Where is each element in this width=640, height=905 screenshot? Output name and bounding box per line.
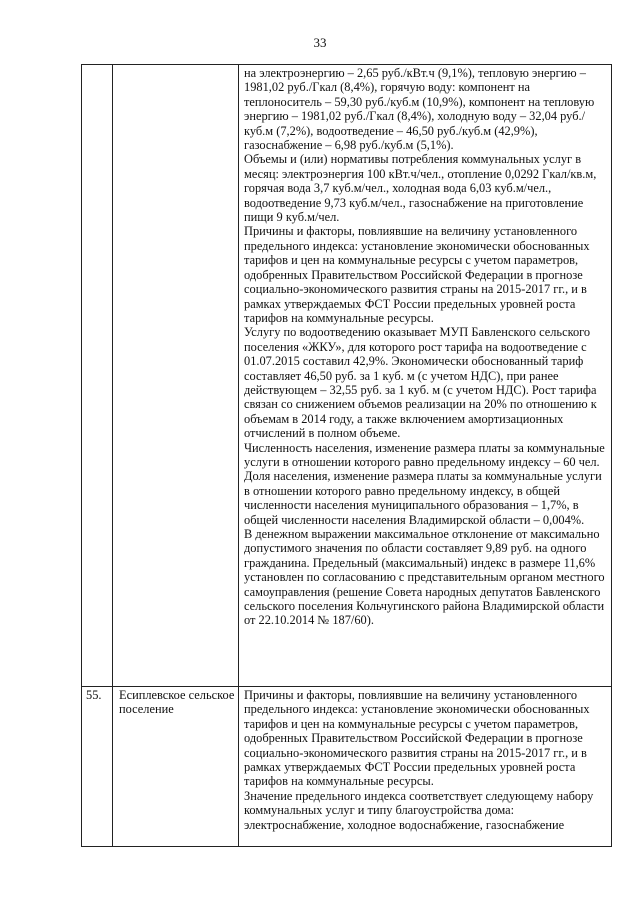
municipality-name-cell xyxy=(113,65,239,687)
municipality-name xyxy=(113,65,238,66)
municipality-index-table xyxy=(81,64,612,847)
paragraph: В денежном выражении максимальное отклонение от максимально допустимого значения по области составляет 9,89 руб. на одного гражданина. Предельный (максимальный) индекс в размере 11,6% установлен по согласованию с представительным органом местного самоуправления (решение Совета народных депутатов Бавленского сельского поселения Кольчугинского района Владимирской области от 22.10.2014 № 187/60). xyxy=(244,527,605,628)
municipality-name: Есиплевское сельское поселение xyxy=(119,688,235,717)
row-number xyxy=(82,65,112,66)
table-row xyxy=(82,65,612,687)
page-number: 33 xyxy=(313,35,327,50)
paragraph: Причины и факторы, повлиявшие на величину установленного предельного индекса: установление экономически обоснованных тарифов и цен на коммунальные ресурсы с учетом параметров, одобренных Правительством Российской Федерации в прогнозе социально-экономического развития страны на 2015-2017 гг., и в рамках утверждаемых ФСТ России предельных уровней роста тарифов на коммунальные ресурсы. xyxy=(244,688,590,789)
paragraph: на электроэнергию – 2,65 руб./кВт.ч (9,1%), тепловую энергию – 1981,02 руб./Гкал (8,4%), горячую воду: компонент на теплоноситель – 59,30 руб./куб.м (10,9%), компонент на тепловую энергию – 1981,02 руб./Гкал (8,4%), холодную воду – 32,04 руб./куб.м (7,2%), водоотведение – 46,50 руб./куб.м (42,9%), газоснабжение – 6,98 руб./куб.м (5,1%). xyxy=(244,66,595,153)
paragraph: Причины и факторы, повлиявшие на величину установленного предельного индекса: установление экономически обоснованных тарифов и цен на коммунальные ресурсы с учетом параметров, одобренных Правительством Российской Федерации в прогнозе социально-экономического развития страны на 2015-2017 гг., и в рамках утверждаемых ФСТ России предельных уровней роста тарифов на коммунальные ресурсы. xyxy=(244,224,590,325)
paragraph: Значение предельного индекса соответствует следующему набору коммунальных услуг и типу благоустройства дома: электроснабжение, холодное водоснабжение, газоснабжение xyxy=(244,788,594,832)
row-number: 55. xyxy=(86,688,102,702)
paragraph: Доля населения, изменение размера платы за коммунальные услуги в отношении которого равно предельному индексу, в общей численности населения муниципального образования – 1,7%, в общей численности населения Владимирской области – 0,004%. xyxy=(244,469,602,527)
municipality-name-cell xyxy=(113,687,239,847)
description-cell xyxy=(239,65,612,687)
table-row xyxy=(82,687,612,847)
paragraph: Услугу по водоотведению оказывает МУП Бавленского сельского поселения «ЖКУ», для которого рост тарифа на водоотведение с 01.07.2015 составил 42,9%. Экономически обоснованный тариф составляет 46,50 руб. за 1 куб. м (с учетом НДС), при ранее действующем – 32,55 руб. за 1 куб. м (с учетом НДС). Рост тарифа связан со снижением объемов реализации на 20% по отношению к объемам в 2014 году, а также включением амортизационных отчислений в полном объеме. xyxy=(244,325,597,441)
paragraph: Объемы и (или) нормативы потребления коммунальных услуг в месяц: электроэнергия 100 кВт.ч/чел., отопление 0,0292 Гкал/кв.м, горячая вода 3,7 куб.м/чел., холодная вода 6,03 куб.м/чел., водоотведение 9,73 куб.м/чел., газоснабжение на приготовление пищи 9 куб.м/чел. xyxy=(244,152,597,225)
row-number-cell xyxy=(82,687,113,847)
row-number-cell xyxy=(82,65,113,687)
paragraph: Численность населения, изменение размера платы за коммунальные услуги в отношении которого равно предельному индексу – 60 чел. xyxy=(244,440,605,469)
description-cell xyxy=(239,687,612,847)
